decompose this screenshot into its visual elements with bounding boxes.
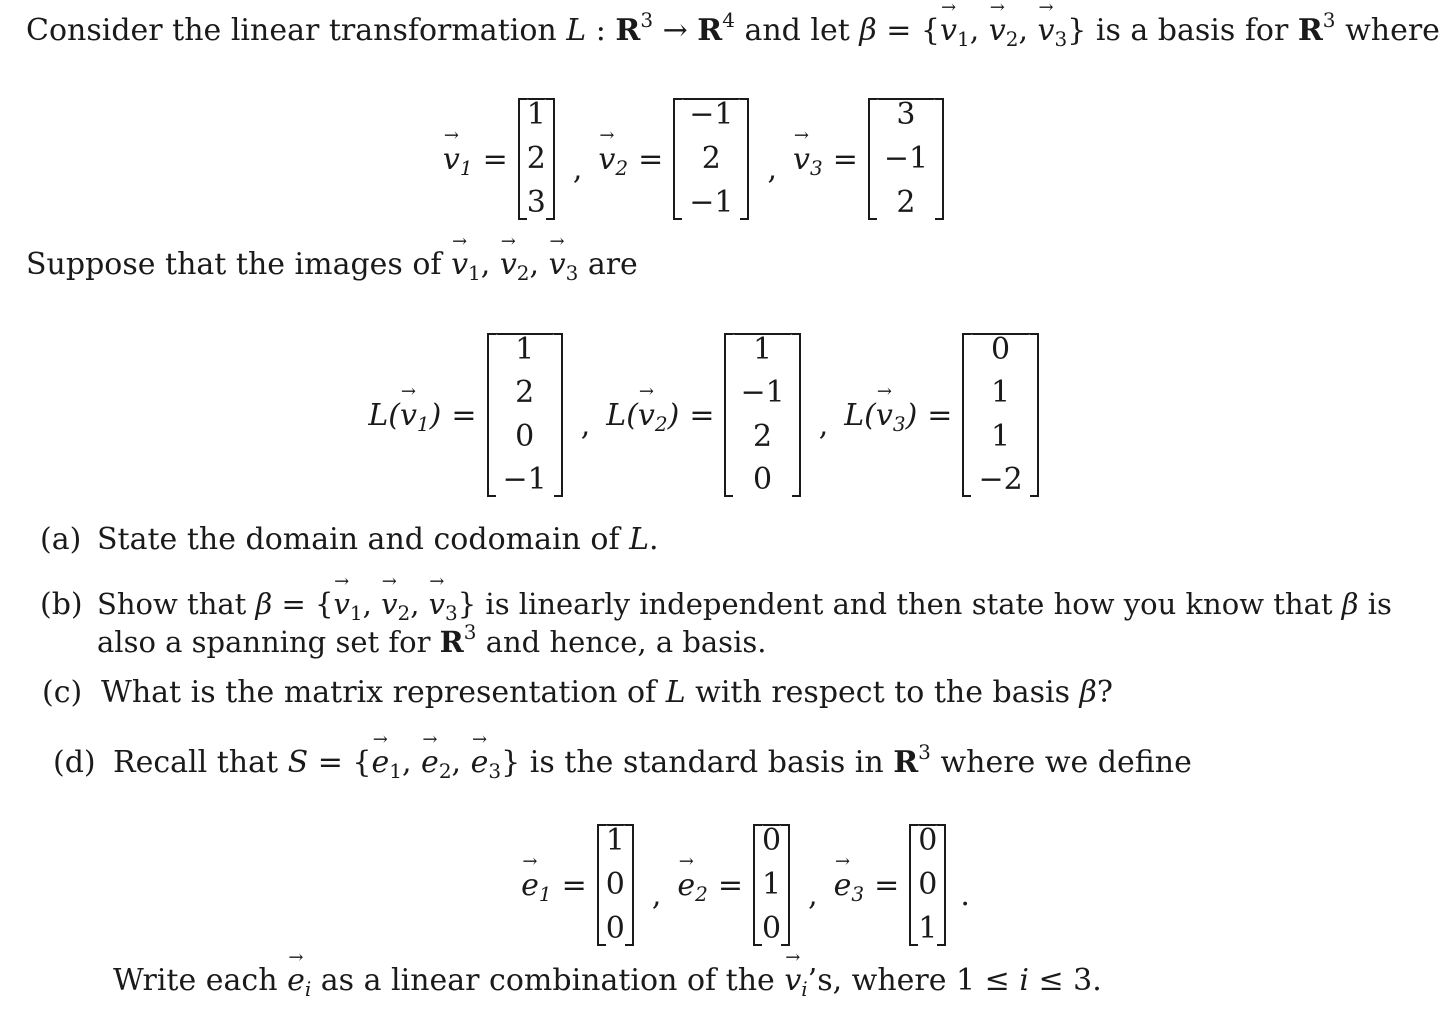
question-d — [113, 740, 1192, 783]
images-intro-line — [26, 247, 638, 285]
sub: 2 — [695, 881, 708, 906]
dim: 3 — [463, 620, 477, 644]
question-a — [97, 522, 659, 557]
vec-e2: → e — [421, 748, 439, 778]
vec-letter: → e — [834, 868, 852, 903]
func: L( — [606, 397, 638, 433]
sub: 1 — [956, 27, 970, 51]
question-d-text-3: } is the standard basis in — [501, 745, 894, 780]
question-a-label: (a) — [40, 522, 82, 557]
sep: , — [362, 587, 382, 621]
matrix-entry: 1 — [605, 823, 625, 858]
question-c-text: What is the matrix representation of — [101, 675, 666, 710]
standard-vector-1-matrix — [597, 824, 634, 946]
intro-text-2: and let — [734, 13, 860, 48]
basis-vector-3-matrix — [868, 98, 944, 220]
end-period: . — [960, 877, 970, 913]
colon: : — [586, 13, 616, 48]
comma: , — [651, 877, 662, 913]
func: L( — [368, 397, 400, 433]
standard-vector-3-label — [833, 867, 865, 906]
set-open: = { — [876, 13, 941, 48]
sub: 1 — [349, 601, 363, 625]
comma: , — [580, 407, 591, 443]
vec-v3: → v — [549, 250, 566, 280]
matrix-entry: 1 — [991, 375, 1011, 411]
image-3-matrix — [962, 333, 1038, 497]
sub: 2 — [397, 601, 411, 625]
vec-vi: → v — [784, 966, 801, 996]
sub: 2 — [1005, 27, 1019, 51]
images-intro-text-2: are — [578, 247, 638, 282]
sub: 3 — [1054, 27, 1068, 51]
vec-v1: → v — [451, 250, 468, 280]
matrix-entry: 0 — [762, 911, 782, 946]
question-b-line-1 — [97, 587, 1392, 625]
beta-symbol: β — [859, 13, 877, 48]
standard-vector-3-matrix — [909, 824, 946, 946]
equals-sign: = — [561, 867, 587, 903]
question-mark: ? — [1096, 675, 1113, 710]
vec-letter: → e — [521, 868, 539, 903]
vec-letter: → v — [400, 398, 417, 433]
set-open: = { — [308, 745, 372, 780]
map-symbol: L — [629, 522, 650, 557]
question-b-text-3: } is linearly independent and then state how you know that — [457, 587, 1342, 621]
sep: , — [401, 745, 422, 780]
matrix-entry: 1 — [918, 911, 938, 946]
final-text-4: ≤ 3. — [1028, 963, 1102, 998]
sub: 2 — [438, 759, 452, 783]
matrix-entry: 0 — [918, 867, 938, 902]
matrix-entry: 2 — [515, 375, 535, 411]
image-1-label — [368, 397, 442, 436]
comma: , — [572, 151, 583, 187]
matrix-entry: 0 — [605, 911, 625, 946]
intro-line — [26, 8, 1440, 51]
vec-letter: → v — [598, 142, 615, 177]
image-2-matrix — [724, 333, 800, 497]
vec-e1: → e — [371, 748, 389, 778]
comma: , — [808, 877, 818, 913]
question-b-label: (b) — [40, 587, 83, 622]
matrix-entry: 1 — [515, 332, 535, 367]
vec-v3: → v — [1038, 16, 1055, 46]
question-c — [101, 675, 1113, 710]
question-d-text-4: where we define — [930, 745, 1192, 780]
sub: 1 — [459, 155, 473, 180]
equals-sign: = — [451, 397, 477, 433]
vec-ei: → e — [287, 966, 305, 996]
sub: i — [801, 977, 808, 1001]
equals-sign: = — [689, 397, 715, 433]
sub: 3 — [488, 759, 502, 783]
sub: 1 — [468, 261, 481, 285]
question-b-line2-text-2: and hence, a basis. — [476, 625, 767, 659]
intro-text: Consider the linear transformation — [26, 13, 567, 48]
matrix-entry: −1 — [883, 141, 929, 176]
equals-sign: = — [927, 397, 953, 433]
basis-vector-3-label — [793, 141, 823, 180]
vec-letter: → v — [876, 398, 893, 433]
matrix-entry: 3 — [526, 185, 546, 220]
matrix-entry: −1 — [689, 97, 734, 132]
standard-vector-2-matrix — [753, 824, 790, 946]
func: L( — [844, 397, 876, 433]
final-text-3: ’s, where 1 ≤ — [807, 963, 1020, 998]
matrix-entry: 0 — [991, 332, 1011, 367]
sub: 3 — [851, 881, 865, 906]
space-symbol: R — [439, 625, 464, 659]
beta-symbol: β — [1079, 675, 1097, 710]
sub: 3 — [809, 155, 823, 180]
matrix-entry: 1 — [526, 97, 546, 132]
matrix-entry: 0 — [918, 823, 938, 858]
comma: , — [767, 151, 777, 187]
question-a-text: State the domain and codomain of — [97, 522, 630, 557]
sub: i — [304, 977, 312, 1001]
sub: 2 — [615, 155, 629, 180]
matrix-entry: 3 — [896, 97, 916, 132]
period: . — [649, 522, 659, 557]
vec-v2: → v — [381, 590, 397, 619]
arrow-icon: → — [653, 13, 698, 48]
map-symbol: L — [566, 13, 587, 48]
matrix-entry: 1 — [762, 867, 782, 902]
image-3-label — [844, 397, 918, 436]
standard-vectors-row — [0, 824, 1407, 946]
vec-letter: → v — [638, 398, 655, 433]
matrix-entry: 2 — [753, 418, 773, 454]
beta-symbol: β — [255, 587, 273, 621]
final-line — [113, 963, 1102, 1001]
equals-sign: = — [874, 867, 900, 903]
sep: , — [451, 745, 471, 780]
sep: , — [969, 13, 989, 48]
equals-sign: = — [638, 141, 664, 177]
basis-vectors-row — [0, 98, 1407, 220]
question-d-label: (d) — [53, 745, 96, 780]
close-paren: ) — [905, 397, 918, 433]
set-open: = { — [272, 587, 334, 621]
matrix-entry: 0 — [762, 823, 782, 858]
matrix-entry: 2 — [526, 141, 546, 176]
sub: 3 — [565, 261, 579, 285]
image-2-label — [606, 397, 680, 436]
matrix-entry: −1 — [689, 185, 734, 220]
intro-text-5: where — [1335, 13, 1440, 48]
vec-v2: → v — [989, 16, 1006, 46]
sub: 3 — [892, 411, 906, 436]
index-var: i — [1019, 963, 1029, 998]
beta-symbol: β — [1341, 587, 1359, 621]
standard-vector-1-label — [521, 867, 552, 906]
sep: , — [410, 587, 429, 621]
dim: 3 — [918, 740, 931, 764]
matrix-entry: −1 — [502, 461, 547, 497]
basis-vector-2-label — [598, 141, 629, 180]
codomain-space: R — [697, 13, 723, 48]
sub: 3 — [445, 601, 458, 625]
vec-e3: → e — [471, 748, 489, 778]
matrix-entry: 0 — [753, 461, 773, 497]
question-b-line-2 — [97, 620, 767, 659]
sub: 2 — [516, 261, 530, 285]
sub: 1 — [538, 881, 552, 906]
vec-v2: → v — [500, 250, 517, 280]
matrix-entry: −1 — [740, 375, 785, 411]
matrix-entry: 2 — [701, 141, 721, 176]
sep: , — [480, 247, 500, 282]
question-b-text-4: is — [1358, 587, 1392, 621]
basis-vector-1-label — [442, 141, 473, 180]
standard-vector-2-label — [677, 867, 708, 906]
question-c-text-2: with respect to the basis — [685, 675, 1080, 710]
basis-space: R — [1297, 13, 1323, 48]
close-paren: ) — [667, 397, 680, 433]
space-symbol: R — [893, 745, 919, 780]
images-row — [0, 333, 1407, 497]
sep: , — [529, 247, 549, 282]
final-text: Write each — [113, 963, 288, 998]
comma: , — [818, 407, 829, 443]
image-1-matrix — [487, 333, 563, 497]
equals-sign: = — [832, 141, 858, 177]
codomain-dim: 4 — [722, 8, 735, 32]
question-b-text: Show that — [97, 587, 256, 621]
equals-sign: = — [482, 141, 508, 177]
matrix-entry: 0 — [605, 867, 625, 902]
set-symbol: S — [287, 745, 309, 780]
final-text-2: as a linear combination of the — [311, 963, 785, 998]
basis-vector-1-matrix — [518, 98, 555, 220]
sub: 1 — [416, 411, 430, 436]
basis-vector-2-matrix — [673, 98, 749, 220]
question-d-text: Recall that — [113, 745, 288, 780]
question-c-label: (c) — [42, 675, 83, 710]
sep: , — [1018, 13, 1038, 48]
close-paren: ) — [429, 397, 442, 433]
matrix-entry: 0 — [515, 418, 535, 454]
sub: 1 — [389, 759, 402, 783]
domain-space: R — [615, 13, 641, 48]
equals-sign: = — [717, 867, 743, 903]
images-intro-text: Suppose that the images of — [26, 247, 452, 282]
matrix-entry: 2 — [896, 185, 916, 220]
vec-v3: → v — [429, 590, 445, 619]
sub: 2 — [654, 411, 668, 436]
matrix-entry: 1 — [753, 332, 773, 367]
domain-dim: 3 — [640, 8, 654, 32]
vec-v1: → v — [334, 590, 350, 619]
vec-letter: → v — [793, 142, 810, 177]
matrix-entry: 1 — [991, 418, 1011, 454]
vec-letter: → e — [677, 868, 695, 903]
vec-v1: → v — [940, 16, 957, 46]
intro-text-4: } is a basis for — [1067, 13, 1298, 48]
question-b-line2-text: also a spanning set for — [97, 625, 440, 659]
vec-letter: → v — [443, 142, 460, 177]
basis-dim: 3 — [1322, 8, 1336, 32]
matrix-entry: −2 — [978, 461, 1023, 497]
map-symbol: L — [665, 675, 686, 710]
